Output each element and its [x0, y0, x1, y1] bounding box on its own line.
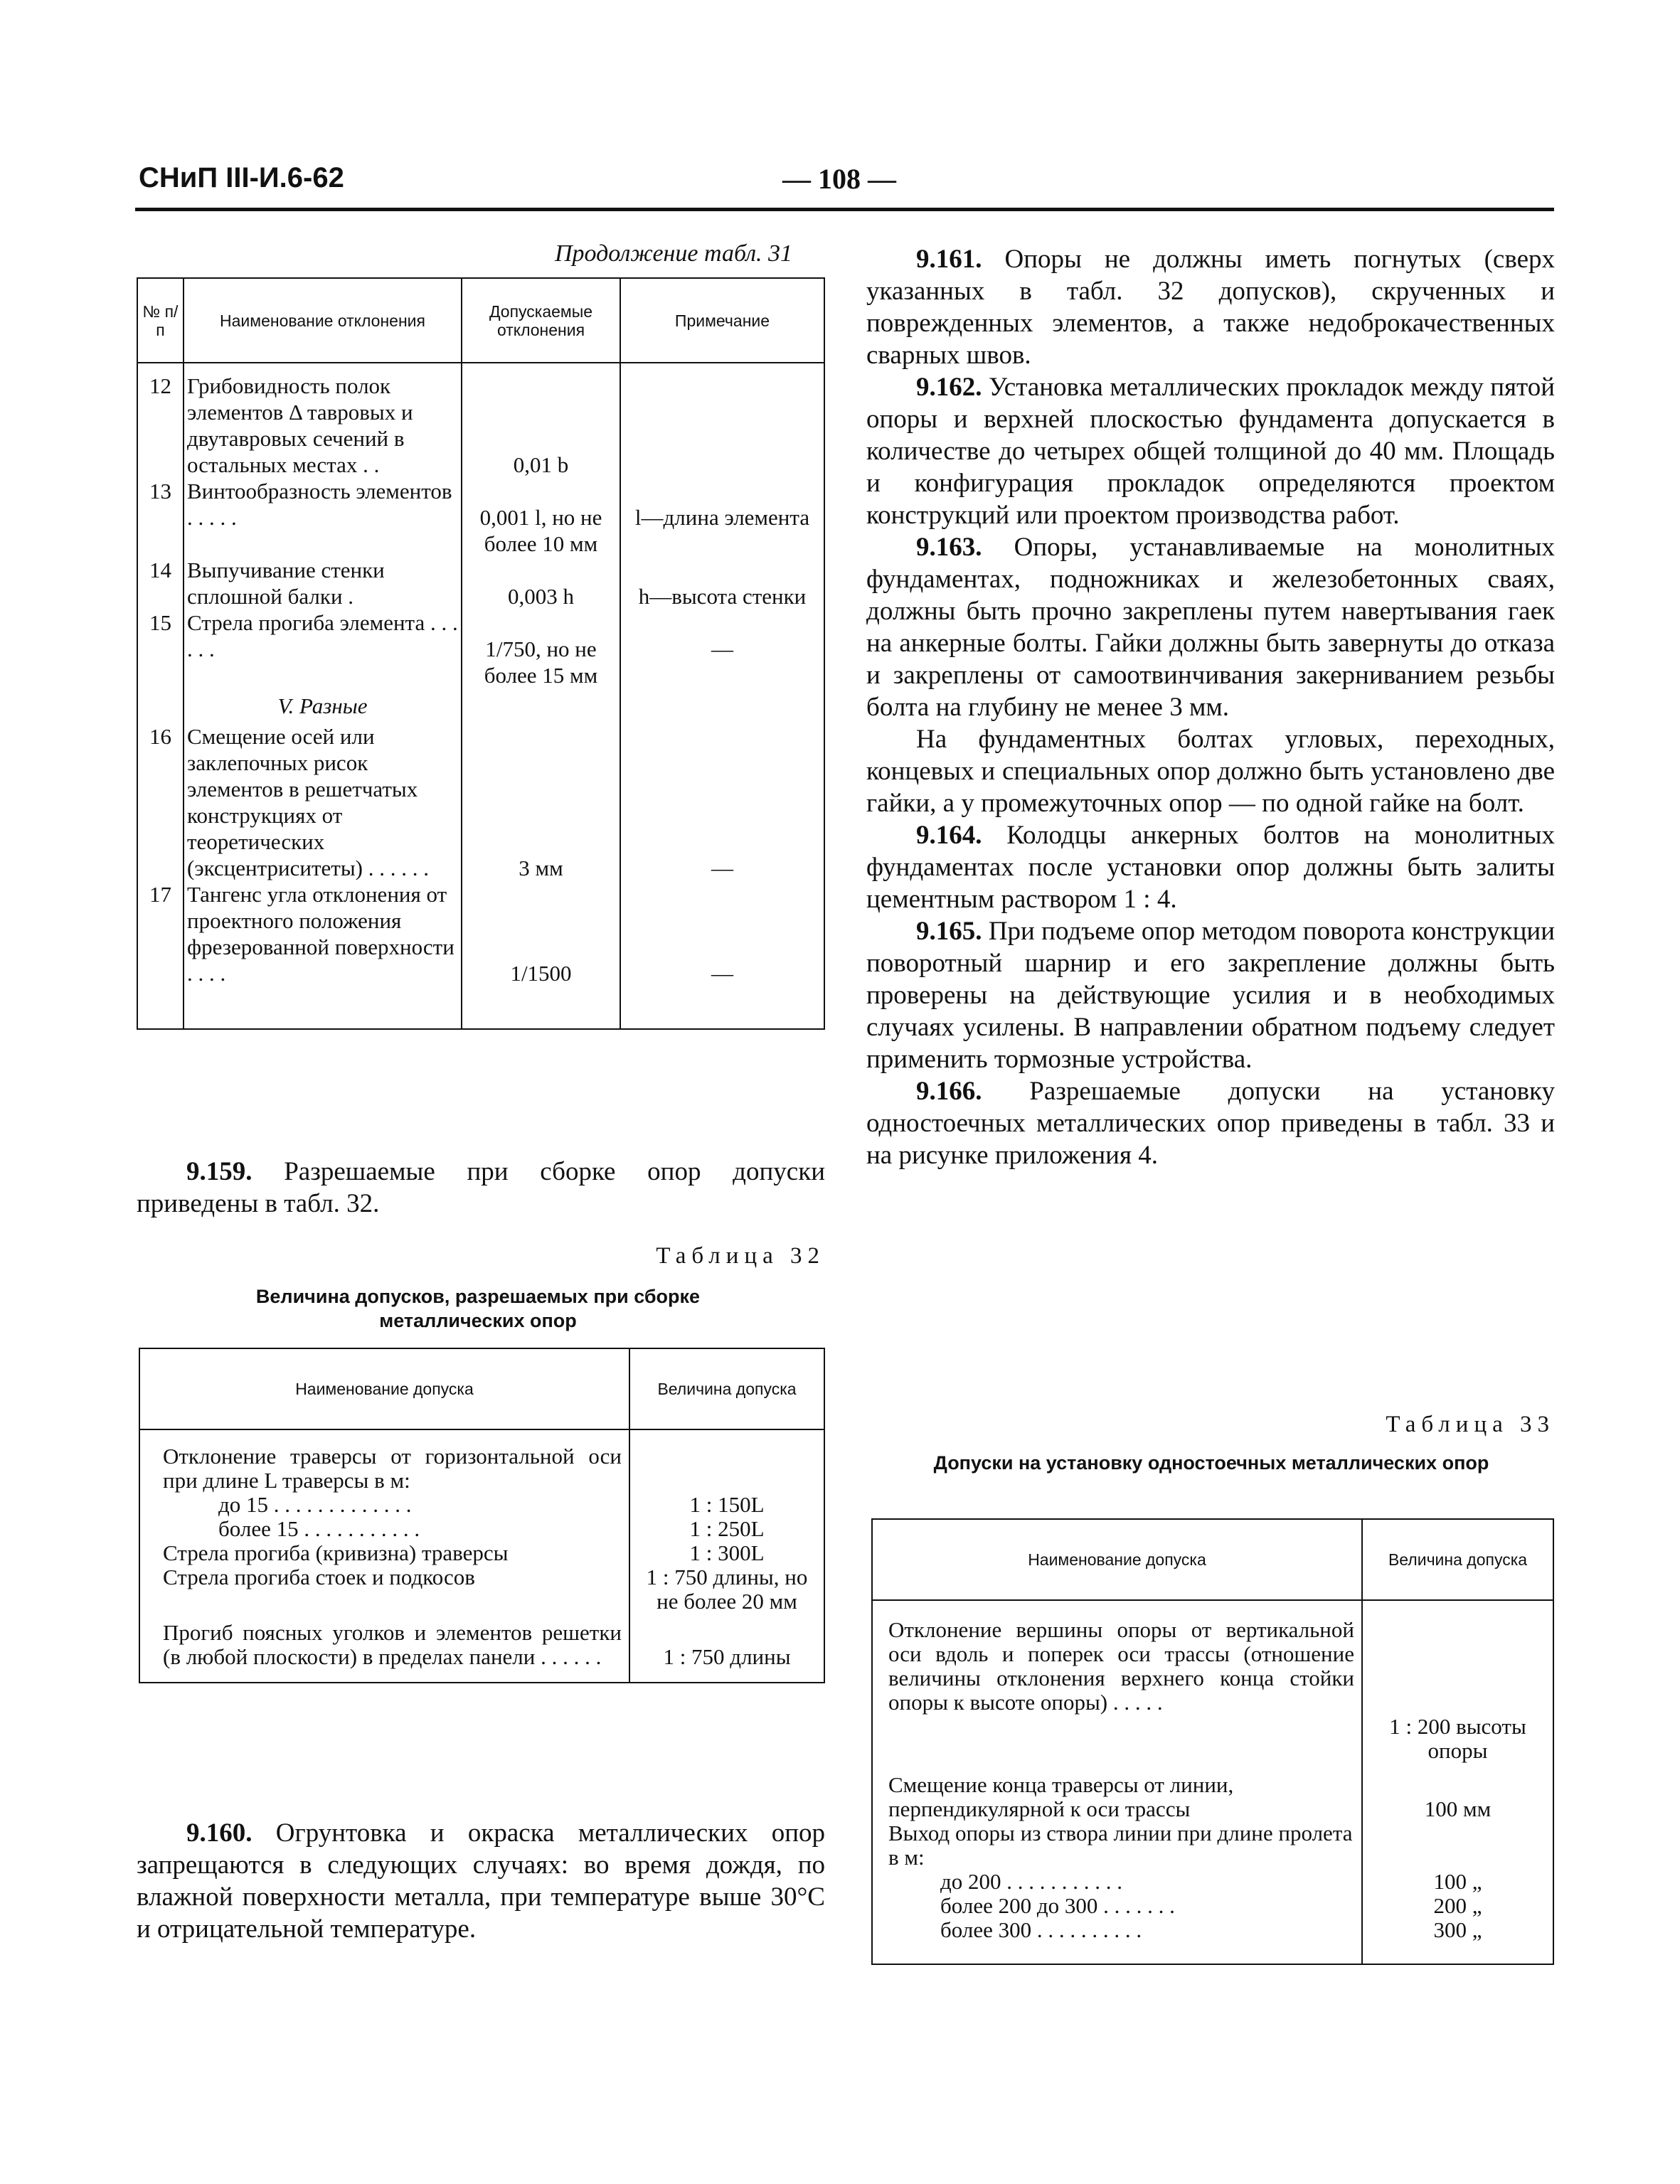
page-number: — 108 — — [782, 163, 896, 195]
row-num: 12 — [137, 373, 184, 478]
table-row — [137, 723, 824, 881]
paragraph-9163-cont: На фундаментных болтах угловых, переходных, концевых и специальных опор должно быть установлено две гайки, а у промежуточных опор — по одной гайке на болт. — [866, 725, 1555, 818]
row-value — [1362, 1821, 1553, 1870]
document-code: СНиП III-И.6-62 — [139, 162, 344, 193]
row-num: 17 — [137, 881, 184, 986]
table-row — [139, 1517, 824, 1541]
clause-number: 9.163. — [916, 533, 982, 562]
table-32 — [139, 1348, 825, 1683]
table33-label: Таблица 33 — [1386, 1412, 1555, 1437]
table-row — [872, 1618, 1553, 1763]
clause-number: 9.162. — [916, 373, 982, 402]
paragraph-9162 — [866, 371, 1555, 531]
table-row — [139, 1444, 824, 1493]
row-value: 100 „ — [1362, 1870, 1553, 1894]
row-name: Стрела прогиба элемента . . . . . . — [184, 609, 462, 688]
clause-text: При подъеме опор методом поворота конструкции поворотный шарнир и его закрепление должны быть проверены на действующие усилия и в необходимых случаях усилены. В направлении обратном подъему следует применить тормозные устройства. — [866, 917, 1556, 1074]
row-name: Стрела прогиба (кривизна) траверсы — [163, 1540, 509, 1565]
row-value: 100 мм — [1362, 1763, 1553, 1821]
table-row — [872, 1918, 1553, 1942]
clause-text: Колодцы анкерных болтов на монолитных фундаментах после установки опор должны быть залиты цементным раствором 1 : 4. — [866, 821, 1556, 914]
row-note: l—длина элемента — [620, 478, 824, 557]
table32-label: Таблица 32 — [656, 1243, 825, 1269]
row-name: до 200 . . . . . . . . . . . — [940, 1869, 1123, 1894]
row-note: — — [620, 881, 824, 986]
row-note — [620, 373, 824, 478]
row-value: 1/1500 — [462, 881, 620, 986]
paragraph-9163 — [866, 531, 1555, 723]
row-value: 1 : 750 длины — [629, 1614, 824, 1669]
row-value: 200 „ — [1362, 1894, 1553, 1918]
table-row — [137, 373, 824, 478]
row-name: Выпучивание стенки сплошной балки . — [184, 557, 462, 609]
row-name: Тангенс угла отклонения от проектного положения фрезерованной поверхности . . . . — [184, 881, 462, 986]
paragraph-9164 — [866, 819, 1555, 915]
table-row — [872, 1763, 1553, 1821]
row-value: 0,01 b — [462, 373, 620, 478]
row-name: более 15 . . . . . . . . . . . — [218, 1516, 420, 1541]
clause-number: 9.160. — [186, 1818, 252, 1848]
row-num: 14 — [137, 557, 184, 609]
right-column — [866, 243, 1555, 1171]
table32-title: Величина допусков, разрешаемых при сборке металлических опор — [255, 1286, 701, 1331]
t32-header-value: Величина допуска — [629, 1348, 824, 1429]
row-name: Отклонение вершины опоры от вертикальной оси вдоль и поперек оси трассы (отношение величины отклонения верхнего конца стойки опоры к высоте опоры) . . . . . — [888, 1617, 1354, 1715]
table33-title: Допуски на установку одностоечных металлических опор — [933, 1452, 1489, 1474]
table-33 — [871, 1518, 1554, 1965]
table-row — [137, 688, 824, 723]
table-row — [137, 363, 824, 373]
clause-text: Разрешаемые при сборке опор допуски приведены в табл. 32. — [137, 1157, 825, 1218]
table-row — [137, 986, 824, 1029]
row-name: Винтообразность элементов . . . . . — [184, 478, 462, 557]
row-value: 3 мм — [462, 723, 620, 881]
paragraph-9166 — [866, 1075, 1555, 1171]
row-name: до 15 . . . . . . . . . . . . . — [218, 1492, 412, 1517]
row-note: — — [620, 609, 824, 688]
row-name: Грибовидность полок элементов Δ тавровых и двутавровых сечений в остальных местах . . — [184, 373, 462, 478]
row-note: — — [620, 723, 824, 881]
row-value: 1 : 150L — [629, 1493, 824, 1517]
t32-header-name: Наименование допуска — [139, 1348, 629, 1429]
table-row — [137, 881, 824, 986]
table-row — [137, 609, 824, 688]
clause-text: Установка металлических прокладок между пятой опоры и верхней плоскостью фундамента допускается в количестве до четырех общей толщиной до 40 мм. Площадь и конфигурация прокладок определяются проектом конструкций или проектом производства работ. — [866, 373, 1556, 530]
table-row — [872, 1870, 1553, 1894]
clause-text: Огрунтовка и окраска металлических опор запрещаются в следующих случаях: во время дождя, по влажной поверхности металла, при температуре выше 30°С и отрицательной температуре. — [137, 1818, 826, 1944]
row-value — [629, 1444, 824, 1493]
t31-header-name: Наименование отклонения — [184, 278, 462, 363]
row-name: Смещение конца траверсы от линии, перпендикулярной к оси трассы — [888, 1772, 1234, 1821]
table-row — [139, 1493, 824, 1517]
row-num: 16 — [137, 723, 184, 881]
row-name: Прогиб поясных уголков и элементов решетки (в любой плоскости) в пределах панели . . . . . . — [163, 1620, 622, 1669]
clause-number: 9.164. — [916, 821, 982, 850]
row-name: более 200 до 300 . . . . . . . — [940, 1893, 1175, 1918]
t33-header-name: Наименование допуска — [872, 1519, 1362, 1600]
row-value: 1 : 250L — [629, 1517, 824, 1541]
row-name: более 300 . . . . . . . . . . — [940, 1917, 1142, 1942]
row-value: 300 „ — [1362, 1918, 1553, 1942]
row-num: 15 — [137, 609, 184, 688]
table-31 — [137, 277, 825, 1030]
row-value: 1/750, но не более 15 мм — [462, 609, 620, 688]
t31-header-num: № п/п — [137, 278, 184, 363]
clause-number: 9.166. — [916, 1077, 982, 1106]
paragraph-9159 — [137, 1156, 825, 1220]
clause-number: 9.161. — [916, 245, 982, 274]
header-rule — [135, 208, 1554, 211]
table-row — [137, 557, 824, 609]
table-row — [872, 1821, 1553, 1870]
row-name: Выход опоры из створа линии при длине пролета в м: — [888, 1821, 1353, 1870]
table-row — [139, 1565, 824, 1614]
paragraph-9161 — [866, 243, 1555, 371]
clause-text: Разрешаемые допуски на установку одностоечных металлических опор приведены в табл. 33 и на рисунке приложения 4. — [866, 1077, 1555, 1170]
t33-header-value: Величина допуска — [1362, 1519, 1553, 1600]
row-value: 1 : 200 высоты опоры — [1362, 1618, 1553, 1763]
table-row — [139, 1614, 824, 1669]
t31-header-note: Примечание — [620, 278, 824, 363]
clause-number: 9.165. — [916, 917, 982, 946]
row-name: Отклонение траверсы от горизонтальной оси при длине L траверсы в м: — [163, 1444, 622, 1493]
paragraph-9160 — [137, 1817, 825, 1945]
row-num: 13 — [137, 478, 184, 557]
row-name: Смещение осей или заклепочных рисок элементов в решетчатых конструкциях от теоретических (эксцентриситеты) . . . . . . — [184, 723, 462, 881]
table31-caption: Продолжение табл. 31 — [555, 240, 793, 267]
table-row — [872, 1894, 1553, 1918]
clause-text: Опоры, устанавливаемые на монолитных фундаментах, подножниках и железобетонных сваях, должны быть прочно закреплены путем навертывания гаек на анкерные болты. Гайки должны быть завернуты до отказа и закреплены от самоотвинчивания закерниванием резьбы болта на глубину не менее 3 мм. — [866, 533, 1555, 722]
clause-number: 9.159. — [186, 1157, 252, 1186]
row-note: h—высота стенки — [620, 557, 824, 609]
section-heading: V. Разные — [184, 688, 462, 723]
row-value: 1 : 300L — [629, 1541, 824, 1565]
row-value: 1 : 750 длины, но не более 20 мм — [629, 1565, 824, 1614]
clause-text: Опоры не должны иметь погнутых (сверх указанных в табл. 32 допусков), скрученных и поврежденных элементов, а также недоброкачественных сварных швов. — [866, 245, 1555, 370]
table-row — [139, 1541, 824, 1565]
paragraph-9165 — [866, 915, 1555, 1075]
row-value: 0,003 h — [462, 557, 620, 609]
t31-header-value: Допускаемые отклонения — [462, 278, 620, 363]
row-name: Стрела прогиба стоек и подкосов — [163, 1565, 475, 1589]
table-row — [137, 478, 824, 557]
row-value: 0,001 l, но не более 10 мм — [462, 478, 620, 557]
